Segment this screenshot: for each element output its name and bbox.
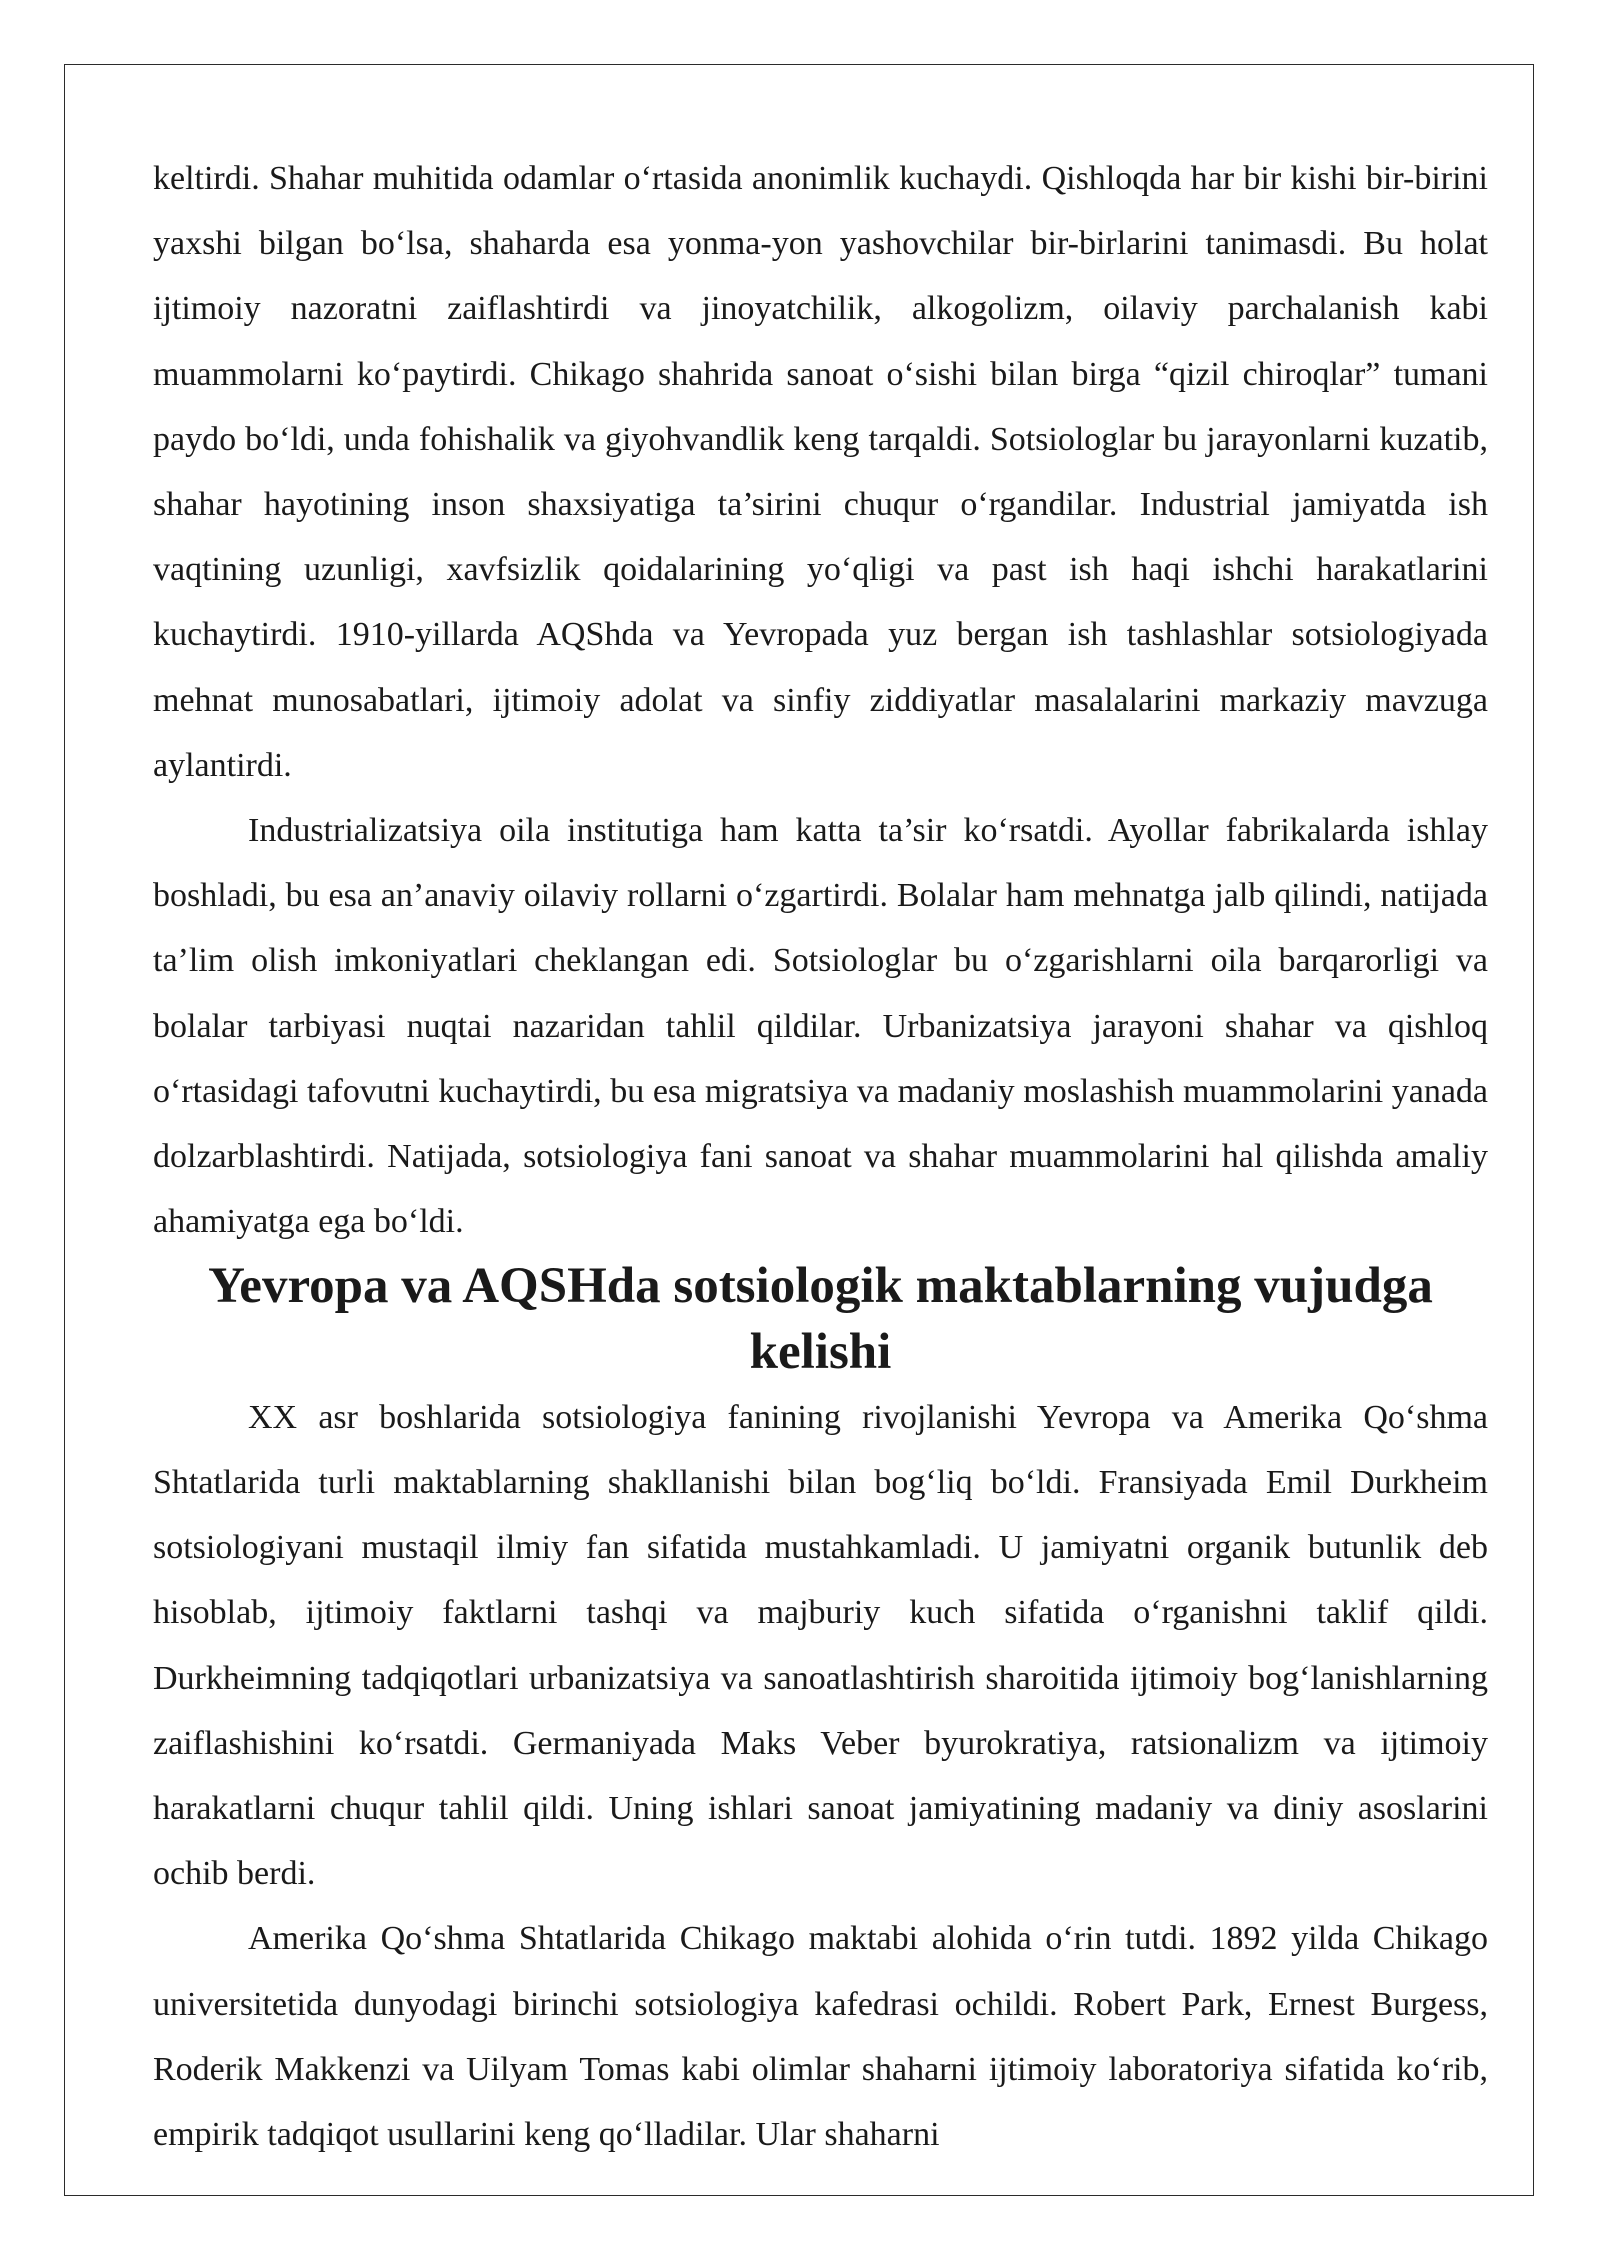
section-heading: Yevropa va AQSHda sotsiologik maktablarning vujudga kelishi	[208, 1258, 1433, 1380]
paragraph-industrialization-family: Industrializatsiya oila institutiga ham katta ta’sir ko‘rsatdi. Ayollar fabrikalarda ishlay boshladi, bu esa an’anaviy oilaviy rollarni o‘zgartirdi. Bolalar ham mehnatga jalb qilindi, natijada ta’lim olish imkoniyatlari cheklangan edi. Sotsiologlar bu o‘zgarishlarni oila barqarorligi va bolalar tarbiyasi nuqtai nazaridan tahlil qildilar. Urbanizatsiya jarayoni shahar va qishloq o‘rtasidagi tafovutni kuchaytirdi, bu esa migratsiya va madaniy moslashish muammolarini yanada dolzarblashtirdi. Natijada, sotsiologiya fani sanoat va shahar muammolarini hal qilishda amaliy ahamiyatga ega bo‘ldi.	[153, 812, 1488, 1241]
document-body	[153, 146, 1488, 2167]
paragraph-continued: keltirdi. Shahar muhitida odamlar o‘rtasida anonimlik kuchaydi. Qishloqda har bir kishi bir-birini yaxshi bilgan bo‘lsa, shaharda esa yonma-yon yashovchilar bir-birlarini tanimasdi. Bu holat ijtimoiy nazoratni zaiflashtirdi va jinoyatchilik, alkogolizm, oilaviy parchalanish kabi muammolarni ko‘paytirdi. Chikago shahrida sanoat o‘sishi bilan birga “qizil chiroqlar” tumani paydo bo‘ldi, unda fohishalik va giyohvandlik keng tarqaldi. Sotsiologlar bu jarayonlarni kuzatib, shahar hayotining inson shaxsiyatiga ta’sirini chuqur o‘rgandilar. Industrial jamiyatda ish vaqtining uzunligi, xavfsizlik qoidalarining yo‘qligi va past ish haqi ishchi harakatlarini kuchaytirdi. 1910-yillarda AQShda va Yevropada yuz bergan ish tashlashlar sotsiologiyada mehnat munosabatlari, ijtimoiy adolat va sinfiy ziddiyatlar masalalarini markaziy mavzuga aylantirdi.	[153, 160, 1488, 784]
paragraph-european-schools: XX asr boshlarida sotsiologiya fanining rivojlanishi Yevropa va Amerika Qo‘shma Shtatlarida turli maktablarning shakllanishi bilan bog‘liq bo‘ldi. Fransiyada Emil Durkheim sotsiologiyani mustaqil ilmiy fan sifatida mustahkamladi. U jamiyatni organik butunlik deb hisoblab, ijtimoiy faktlarni tashqi va majburiy kuch sifatida o‘rganishni taklif qildi. Durkheimning tadqiqotlari urbanizatsiya va sanoatlashtirish sharoitida ijtimoiy bog‘lanishlarning zaiflashishini ko‘rsatdi. Germaniyada Maks Veber byurokratiya, ratsionalizm va ijtimoiy harakatlarni chuqur tahlil qildi. Uning ishlari sanoat jamiyatining madaniy va diniy asoslarini ochib berdi.	[153, 1398, 1488, 1893]
paragraph-chicago-school: Amerika Qo‘shma Shtatlarida Chikago maktabi alohida o‘rin tutdi. 1892 yilda Chikago universitetida dunyodagi birinchi sotsiologiya kafedrasi ochildi. Robert Park, Ernest Burgess, Roderik Makkenzi va Uilyam Tomas kabi olimlar shaharni ijtimoiy laboratoriya sifatida ko‘rib, empirik tadqiqot usullarini keng qo‘lladilar. Ular shaharni	[153, 1920, 1488, 2154]
